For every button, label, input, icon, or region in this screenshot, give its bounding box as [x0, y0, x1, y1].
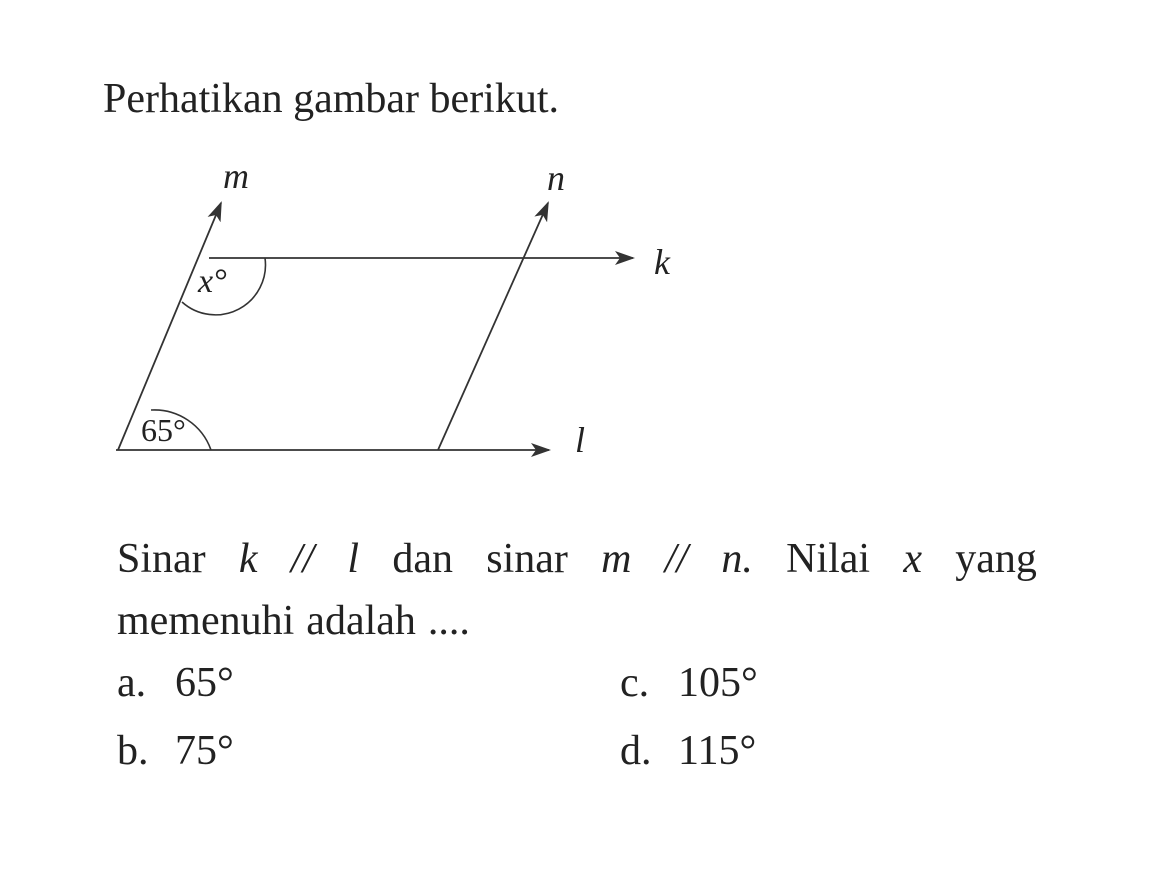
option-letter: a.: [117, 660, 147, 706]
word: dan: [392, 536, 453, 582]
word: k: [238, 536, 258, 582]
word: adalah: [306, 598, 416, 644]
option-value: 115°: [678, 728, 757, 774]
option-letter: c.: [620, 660, 650, 706]
word: yang: [955, 536, 1037, 582]
option-a[interactable]: [117, 662, 234, 704]
intro-text: Perhatikan gambar berikut.: [103, 76, 560, 122]
ray-n: [438, 203, 548, 450]
parallel-symbol: //: [664, 536, 689, 582]
question-line-2: [117, 590, 1037, 652]
word: Sinar: [117, 536, 206, 582]
option-letter: b.: [117, 728, 149, 774]
option-b[interactable]: [117, 730, 234, 772]
word: m: [601, 536, 632, 582]
word: memenuhi: [117, 598, 295, 644]
label-k: k: [654, 242, 670, 282]
question-line-1: [117, 528, 1037, 590]
question-text: [117, 528, 1037, 652]
parallel-symbol: //: [290, 536, 315, 582]
option-value: 75°: [175, 728, 234, 774]
option-value: 65°: [175, 660, 234, 706]
word: Nilai: [786, 536, 871, 582]
option-value: 105°: [678, 660, 758, 706]
word: n.: [721, 536, 753, 582]
label-m: m: [223, 156, 249, 196]
option-letter: d.: [620, 728, 652, 774]
label-l: l: [575, 420, 586, 460]
option-d[interactable]: [620, 730, 756, 772]
word: ....: [427, 598, 470, 644]
word: l: [347, 536, 360, 582]
option-c[interactable]: [620, 662, 758, 704]
angle-label-x: x°: [198, 263, 227, 300]
angle-label-65: 65°: [141, 412, 186, 448]
word: sinar: [486, 536, 568, 582]
label-n: n: [547, 158, 565, 198]
word: x: [903, 536, 922, 582]
